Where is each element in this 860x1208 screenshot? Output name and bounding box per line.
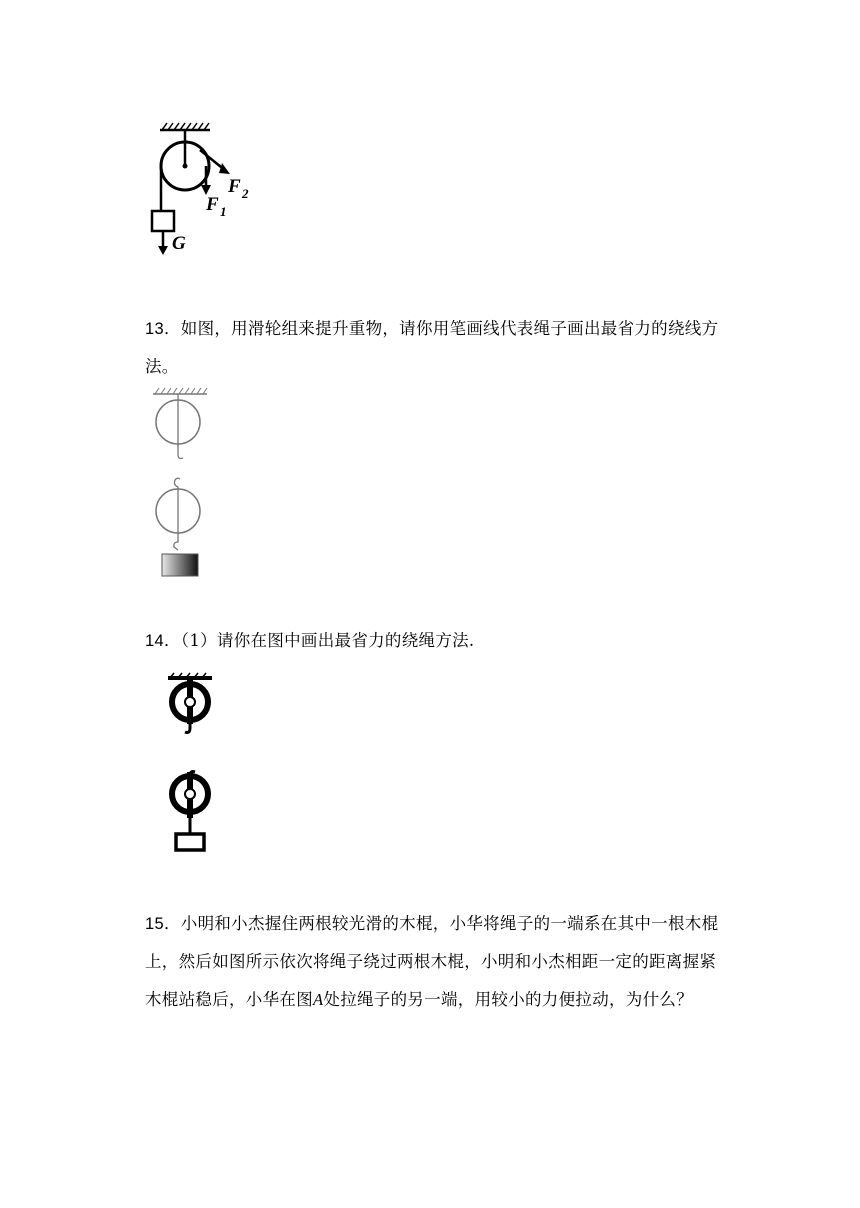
question-text-part2: 处拉绳子的另一端，用较小的力便拉动，为什么？ [323,990,693,1009]
question-13 [145,310,720,386]
point-a-label: A [313,990,324,1009]
question-text: （1）请你在图中画出最省力的绕绳方法. [180,631,475,650]
label-f2-sub: 2 [242,186,249,201]
question-number: 13． [145,320,181,338]
label-g: G [172,233,186,254]
question-number: 14． [145,632,181,650]
question-text: 如图，用滑轮组来提升重物，请你用笔画线代表绳子画出最省力的绕线方法。 [145,319,719,376]
pulley-group-figure-14 [160,672,220,857]
fixed-pulley-figure [140,118,290,263]
label-f1-sub: 1 [220,204,227,219]
question-15 [145,905,720,1019]
label-f1: F [206,194,219,215]
question-text-part1: 小明和小杰握住两根较光滑的木棍，小华将绳子的一端系在其中一根木棍上，然后如图所示依次将绳子绕过两根木棍，小明和小杰相距一定的距离握紧木棍站稳后，小华在图 [145,914,719,1009]
question-number: 15． [145,915,181,933]
label-f2: F [228,176,241,197]
pulley-group-figure-13 [145,384,215,579]
question-14 [145,622,720,660]
